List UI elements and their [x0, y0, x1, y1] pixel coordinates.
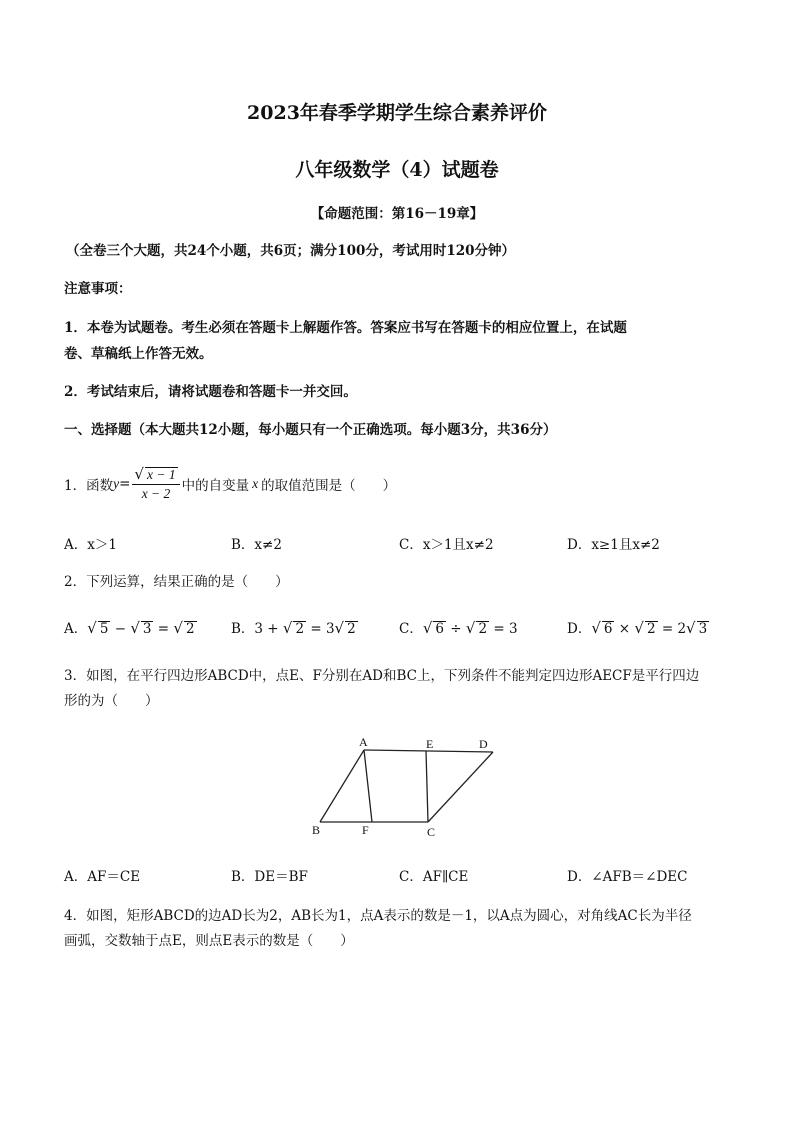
q1-var: x [252, 476, 259, 491]
q2-d-eq: = 2 [657, 621, 687, 637]
question-3-line-1: 3．如图，在平行四边形ABCD中，点E、F分别在AD和BC上，下列条件不能判定四边形AECF是平行四边 [64, 668, 700, 684]
q2-c-rad2: 2 [478, 621, 488, 637]
label-c: C [427, 825, 436, 839]
q2-a-rad3: 2 [185, 621, 195, 637]
q1-option-a: A．x＞1 [64, 537, 117, 553]
exam-info: （全卷三个大题，共24个小题，共6页；满分100分，考试用时120分钟） [66, 243, 516, 259]
question-4-line-1: 4．如图，矩形ABCD的边AD长为2，AB长为1，点A表示的数是－1，以A点为圆心，对角线AC长为半径 [64, 908, 692, 924]
q1-option-d: D．x≥1且x≠2 [567, 537, 660, 553]
q1-option-b: B．x≠2 [231, 537, 282, 553]
question-3-line-2: 形的为（ ） [64, 693, 159, 709]
notice-item-1-line-1: 1．本卷为试题卷。考生必须在答题卡上解题作答。答案应书写在答题卡的相应位置上，在试题 [64, 320, 627, 336]
notice-item-1-line-2: 卷、草稿纸上作答无效。 [64, 346, 213, 362]
question-1-stem [64, 462, 396, 506]
label-e: E [426, 737, 434, 751]
q3-option-c: C．AF∥CE [399, 869, 469, 885]
q2-c-rad1: 6 [435, 621, 444, 637]
q2-b-eq: = 3 [306, 621, 335, 637]
q2-d-op: × [614, 621, 635, 637]
label-d: D [479, 737, 488, 751]
q2-a-rad2: 3 [142, 621, 152, 637]
q1-denominator: x − 2 [141, 486, 171, 501]
section-1-heading: 一、选择题（本大题共12小题，每小题只有一个正确选项。每小题3分，共36分） [64, 422, 557, 438]
label-b: B [312, 823, 321, 837]
q2-option-d: D．√ 6 × √ 2 = 2√ 3 [567, 619, 708, 637]
q2-a-rad1: 5 [99, 621, 109, 637]
q2-c-op: ÷ [446, 621, 466, 637]
q2-b-label: B． [231, 621, 255, 637]
q2-d-rad2: 2 [646, 621, 656, 637]
exam-scope: 【命题范围：第16－19章】 [310, 206, 484, 222]
q3-option-a: A．AF＝CE [64, 869, 141, 885]
q1-eq: = [119, 476, 131, 492]
q2-c-label: C． [399, 621, 423, 637]
label-f: F [362, 823, 369, 837]
q2-d-rad3: 3 [698, 621, 708, 637]
q2-d-label: D． [567, 621, 592, 637]
q2-b-pre: 3 + [254, 621, 283, 637]
segment-af [364, 750, 372, 822]
q2-option-b: B．3 + √ 2 = 3√ 2 [231, 619, 356, 637]
q1-fraction [132, 466, 179, 502]
q1-y: y [113, 476, 120, 491]
q1-prefix: 1．函数 [64, 478, 114, 494]
q2-option-a: A．√ 5 − √ 3 = √ 2 [64, 619, 195, 637]
q3-parallelogram-figure [300, 730, 520, 840]
segment-ab [320, 750, 364, 822]
segment-ec [426, 751, 428, 822]
question-2-stem: 2．下列运算，结果正确的是（ ） [64, 574, 289, 590]
notice-item-2: 2．考试结束后，请将试题卷和答题卡一并交回。 [64, 384, 357, 400]
segment-dc [428, 752, 493, 822]
q2-b-rad1: 2 [295, 621, 305, 637]
q2-a-op: − [110, 621, 131, 637]
q1-suffix: 的取值范围是（ ） [261, 478, 397, 494]
label-a: A [359, 735, 368, 749]
q2-a-label: A． [64, 621, 88, 637]
exam-title: 2023年春季学期学生综合素养评价 [247, 102, 547, 124]
q2-option-c: C．√ 6 ÷ √ 2 = 3 [399, 619, 518, 637]
exam-subtitle: 八年级数学（4）试题卷 [295, 159, 499, 181]
q3-option-d: D．∠AFB＝∠DEC [567, 869, 688, 885]
q1-option-c: C．x＞1且x≠2 [399, 537, 494, 553]
q2-d-rad1: 6 [603, 621, 613, 637]
q2-c-eq: = 3 [489, 621, 518, 637]
question-4-line-2: 画弧，交数轴于点E，则点E表示的数是（ ） [64, 933, 354, 949]
q1-numerator-radicand: x − 1 [146, 467, 176, 482]
notice-heading: 注意事项： [64, 281, 132, 297]
q3-option-b: B．DE＝BF [231, 869, 308, 885]
q2-b-rad2: 2 [347, 621, 356, 637]
q1-numerator: √ x − 1 [132, 466, 179, 485]
q2-a-eq: = [153, 621, 174, 637]
q1-mid: 中的自变量 [181, 478, 250, 494]
